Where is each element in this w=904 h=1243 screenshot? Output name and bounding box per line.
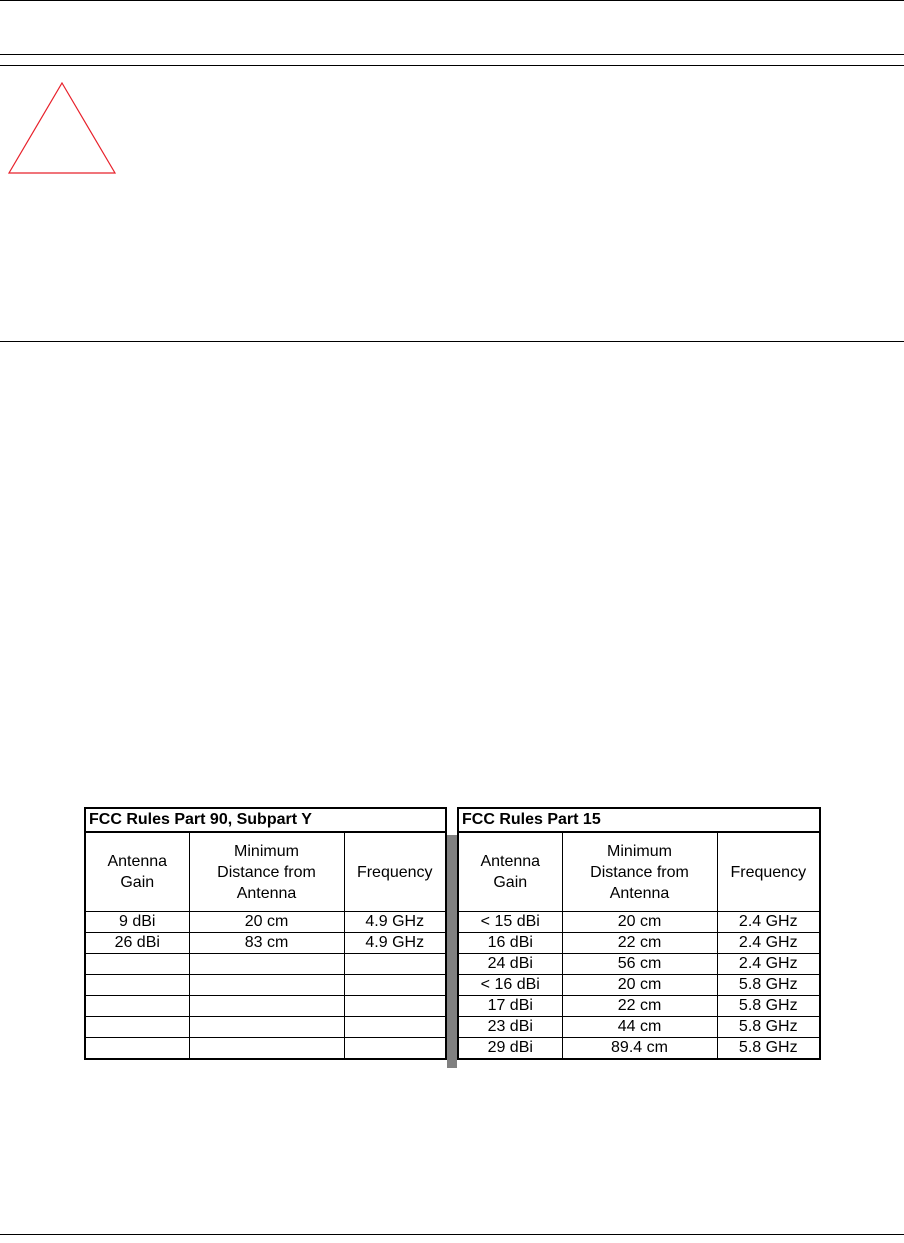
cell-frequency: [344, 1017, 446, 1038]
cell-gain: 17 dBi: [458, 996, 562, 1017]
table-row: [458, 1017, 820, 1038]
cell-frequency: 4.9 GHz: [344, 933, 446, 954]
cell-gain: 16 dBi: [458, 933, 562, 954]
fcc-part15-table: [457, 807, 821, 1060]
cell-distance: [189, 975, 344, 996]
table-row: [458, 954, 820, 975]
cell-frequency: [344, 975, 446, 996]
table-row: [85, 975, 446, 996]
warning-box-bottom-rule: [0, 341, 904, 342]
cell-gain: [85, 1017, 189, 1038]
table-row: [85, 933, 446, 954]
header-minimum-distance: Minimum Distance from Antenna: [562, 832, 717, 912]
warning-box-top-rule-inner: [0, 65, 904, 66]
top-rule: [0, 0, 904, 1]
header-antenna-gain: Antenna Gain: [458, 832, 562, 912]
table-row: [85, 996, 446, 1017]
table-row: [85, 954, 446, 975]
cell-gain: 23 dBi: [458, 1017, 562, 1038]
cell-distance: 89.4 cm: [562, 1038, 717, 1060]
table-row: [85, 912, 446, 933]
cell-gain: 9 dBi: [85, 912, 189, 933]
header-minimum-distance: Minimum Distance from Antenna: [189, 832, 344, 912]
cell-gain: < 16 dBi: [458, 975, 562, 996]
warning-box-top-rule: [0, 54, 904, 55]
table-header-row: [85, 832, 446, 912]
table-title: FCC Rules Part 15: [458, 808, 820, 832]
cell-frequency: [344, 954, 446, 975]
cell-distance: 20 cm: [562, 975, 717, 996]
cell-gain: 29 dBi: [458, 1038, 562, 1060]
cell-frequency: 5.8 GHz: [717, 996, 820, 1017]
warning-triangle-icon: [7, 82, 117, 174]
table-row: [458, 912, 820, 933]
cell-distance: 22 cm: [562, 996, 717, 1017]
cell-gain: [85, 1038, 189, 1060]
table-row: [458, 996, 820, 1017]
cell-frequency: [344, 1038, 446, 1060]
fcc-part90-table: [84, 807, 447, 1060]
cell-gain: 26 dBi: [85, 933, 189, 954]
cell-gain: 24 dBi: [458, 954, 562, 975]
table-divider: [447, 835, 457, 1068]
cell-frequency: 2.4 GHz: [717, 933, 820, 954]
cell-distance: [189, 996, 344, 1017]
table-row: [458, 975, 820, 996]
cell-frequency: 5.8 GHz: [717, 975, 820, 996]
cell-frequency: [344, 996, 446, 1017]
table-row: [85, 1038, 446, 1060]
cell-distance: 20 cm: [189, 912, 344, 933]
cell-distance: [189, 1017, 344, 1038]
cell-distance: [189, 954, 344, 975]
cell-frequency: 4.9 GHz: [344, 912, 446, 933]
cell-frequency: 2.4 GHz: [717, 954, 820, 975]
header-frequency: Frequency: [344, 832, 446, 912]
cell-gain: [85, 996, 189, 1017]
cell-distance: 83 cm: [189, 933, 344, 954]
cell-distance: [189, 1038, 344, 1060]
table-header-row: [458, 832, 820, 912]
cell-distance: 56 cm: [562, 954, 717, 975]
table-row: [85, 1017, 446, 1038]
footer-rule: [0, 1234, 904, 1235]
table-row: [458, 1038, 820, 1060]
cell-gain: [85, 954, 189, 975]
cell-gain: < 15 dBi: [458, 912, 562, 933]
header-antenna-gain: Antenna Gain: [85, 832, 189, 912]
cell-frequency: 5.8 GHz: [717, 1038, 820, 1060]
cell-distance: 20 cm: [562, 912, 717, 933]
cell-distance: 44 cm: [562, 1017, 717, 1038]
cell-frequency: 5.8 GHz: [717, 1017, 820, 1038]
table-row: [458, 933, 820, 954]
cell-frequency: 2.4 GHz: [717, 912, 820, 933]
cell-gain: [85, 975, 189, 996]
table-title: FCC Rules Part 90, Subpart Y: [85, 808, 446, 832]
cell-distance: 22 cm: [562, 933, 717, 954]
table-title-row: [85, 808, 446, 832]
table-title-row: [458, 808, 820, 832]
header-frequency: Frequency: [717, 832, 820, 912]
